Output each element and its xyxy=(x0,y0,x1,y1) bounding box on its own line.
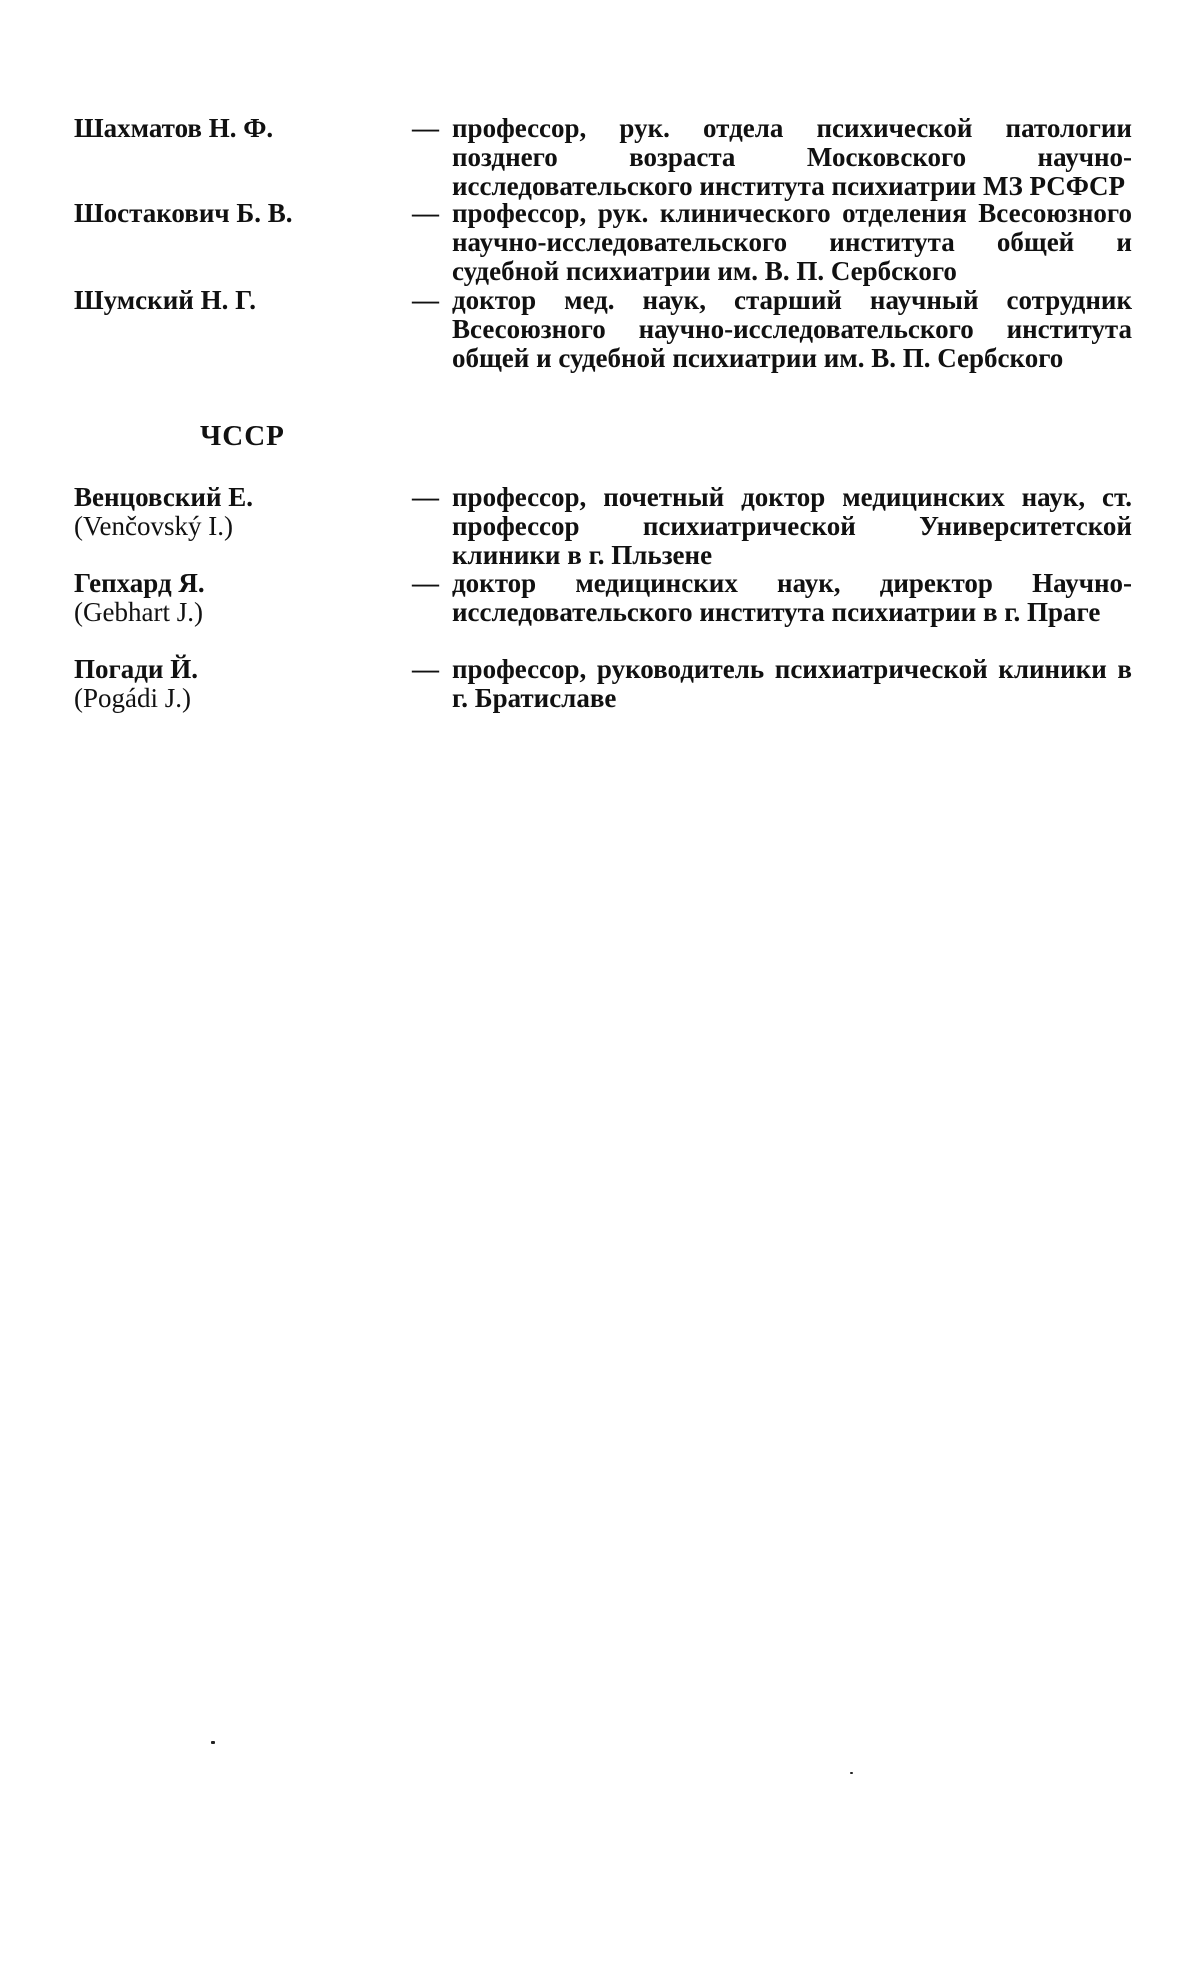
person-name: Шостакович Б. В. xyxy=(74,198,293,228)
entry-dash: — xyxy=(412,113,439,143)
person-name-block xyxy=(74,655,394,713)
person-name: Венцовский Е. xyxy=(74,482,254,512)
section-heading: ЧССР xyxy=(200,420,285,452)
person-name-block xyxy=(74,483,394,541)
entry-dash: — xyxy=(412,198,439,228)
person-description: доктор медицинских наук, директор Научно-исследовательского института психиатрии в г. Праге xyxy=(452,568,1132,627)
entry-dash: — xyxy=(412,482,439,512)
entry-dash: — xyxy=(412,654,439,684)
person-name-latin: (Gebhart J.) xyxy=(74,597,203,627)
person-name: Шумский Н. Г. xyxy=(74,285,256,315)
scan-speck xyxy=(850,1772,853,1774)
person-name: Погади Й. xyxy=(74,654,198,684)
person-name: Гепхард Я. xyxy=(74,568,205,598)
scan-speck xyxy=(211,1741,215,1744)
person-name-latin: (Pogádi J.) xyxy=(74,683,191,713)
entry-dash: — xyxy=(412,568,439,598)
person-description: профессор, рук. отдела психической патологии позднего возраста Московского научно-исследовательского института психиатрии МЗ РСФСР xyxy=(452,113,1132,201)
person-name-latin: (Venčovský I.) xyxy=(74,511,233,541)
person-description: профессор, почетный доктор медицинских наук, ст. профессор психиатрической Университетской клиники в г. Пльзене xyxy=(452,482,1132,570)
person-description: доктор мед. наук, старший научный сотрудник Всесоюзного научно-исследовательского института общей и судебной психиатрии им. В. П. Сербского xyxy=(452,285,1132,373)
person-description: профессор, рук. клинического отделения Всесоюзного научно-исследовательского института общей и судебной психиатрии им. В. П. Сербского xyxy=(452,198,1132,286)
person-description: профессор, руководитель психиатрической клиники в г. Братиславе xyxy=(452,654,1132,713)
person-name-block xyxy=(74,569,394,627)
entry-dash: — xyxy=(412,285,439,315)
person-name: Шахматов Н. Ф. xyxy=(74,113,274,143)
